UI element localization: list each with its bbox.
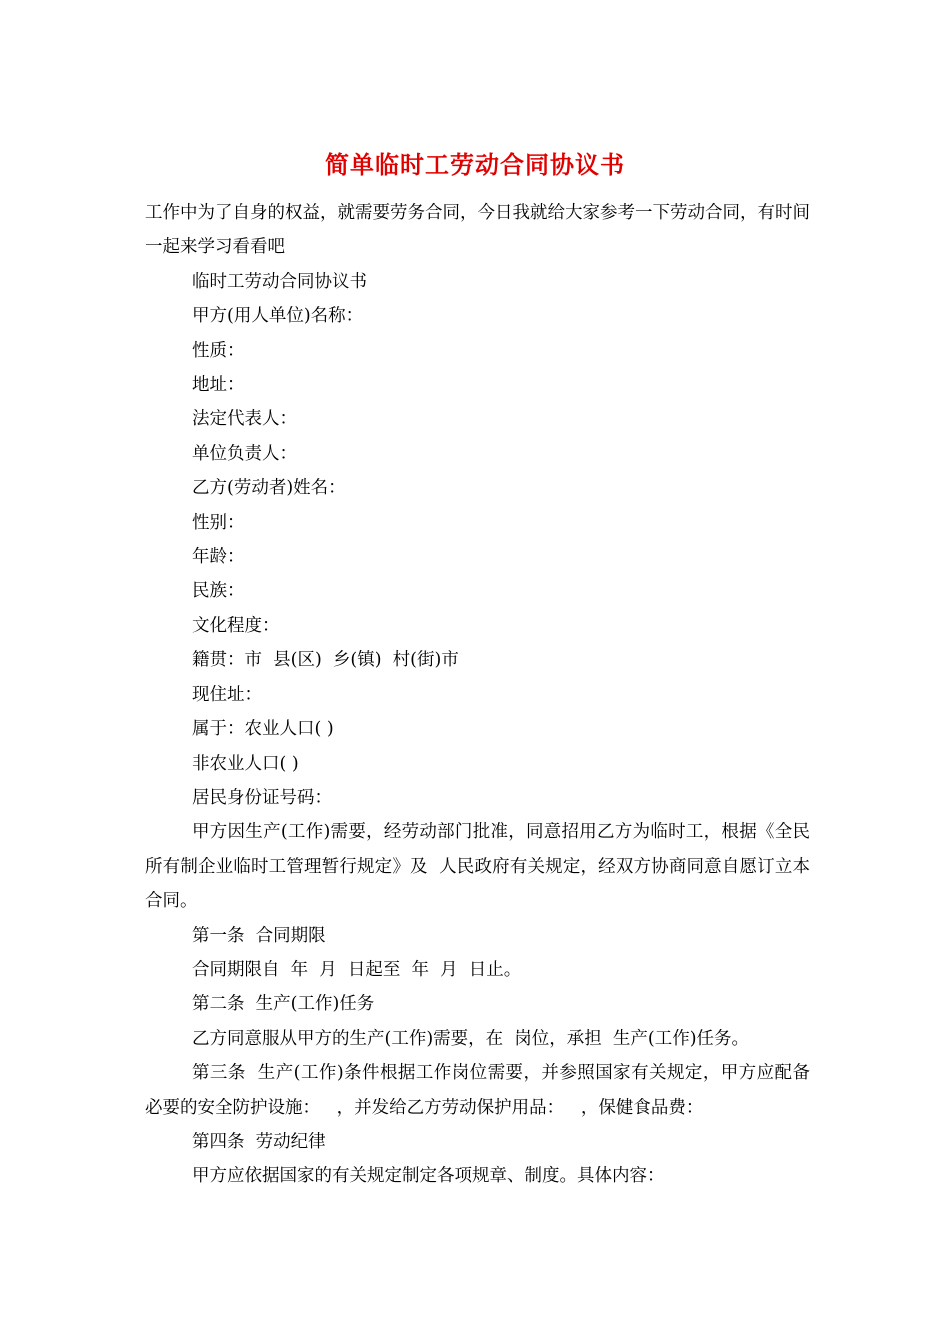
agricultural-household-line: 属于：农业人口( ) [192,719,334,740]
non-agricultural-household-line: 非农业人口( ) [192,753,299,774]
address-line: 地址： [192,375,245,396]
article-2-heading: 第二条 生产(工作)任务 [192,994,375,1015]
native-place-line: 籍贯：市 县(区) 乡(镇) 村(街)市 [192,650,459,671]
article-2-content: 乙方同意服从甲方的生产(工作)需要，在 岗位，承担 生产(工作)任务。 [192,1028,750,1049]
nature-line: 性质： [192,340,245,361]
article-4-content: 甲方应依据国家的有关规定制定各项规章、制度。具体内容： [192,1166,665,1187]
age-line: 年龄： [192,547,245,568]
article-4-heading: 第四条 劳动纪律 [192,1131,326,1152]
legal-representative-line: 法定代表人： [192,409,297,430]
gender-line: 性别： [192,512,245,533]
heading-line: 临时工劳动合同协议书 [192,271,367,292]
id-number-line: 居民身份证号码： [192,787,332,808]
intro-paragraph: 工作中为了自身的权益，就需要劳务合同，今日我就给大家参考一下劳动合同，有时间一起来学习看看吧 [145,203,810,258]
preamble-paragraph: 甲方因生产(工作)需要，经劳动部门批准，同意招用乙方为临时工，根据《全民所有制企业临时工管理暂行规定》及 人民政府有关规定，经双方协商同意自愿订立本合同。 [145,822,810,912]
article-1-heading: 第一条 合同期限 [192,925,326,946]
unit-manager-line: 单位负责人： [192,443,297,464]
education-line: 文化程度： [192,615,280,636]
article-3-paragraph: 第三条 生产(工作)条件根据工作岗位需要，并参照国家有关规定，甲方应配备必要的安全防护设施： ，并发给乙方劳动保护用品： ，保健食品费： [145,1063,810,1118]
ethnicity-line: 民族： [192,581,245,602]
document-title: 简单临时工劳动合同协议书 [325,150,625,179]
article-1-content: 合同期限自 年 月 日起至 年 月 日止。 [192,959,522,980]
party-a-name-line: 甲方(用人单位)名称： [192,306,364,327]
current-address-line: 现住址： [192,684,262,705]
party-b-name-line: 乙方(劳动者)姓名： [192,478,346,499]
document-body [145,196,810,1194]
